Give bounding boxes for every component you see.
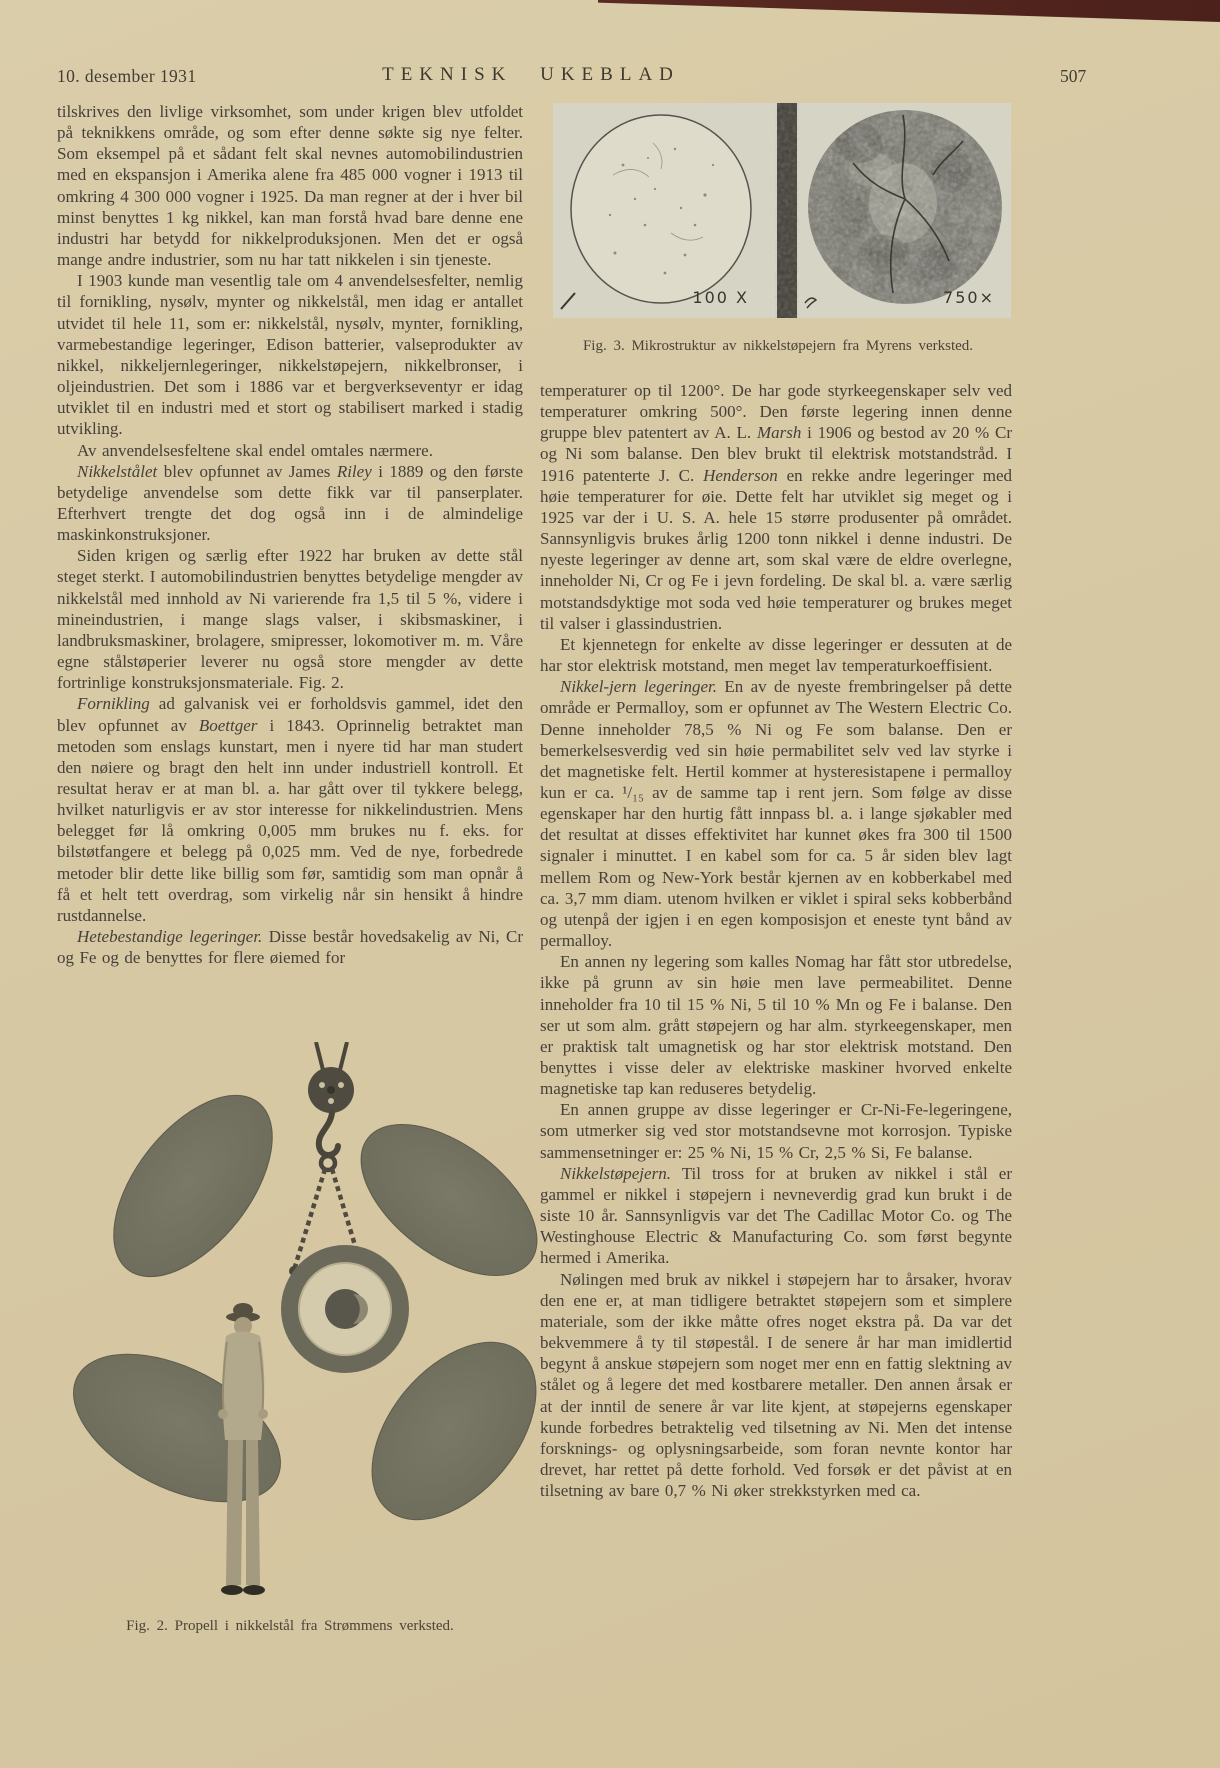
paragraph: Siden krigen og særlig efter 1922 har bruken av dette stål steget sterkt. I automobilindustrien benyttes betydelige mengder av nikkelstål med innhold av Ni varierende fra 1,5 til 5 %, videre i mineindustrien, i mange slags valser, i skibsmaskiner, i landbruksmaskiner, brolagere, smipresser, lokomotiver m. m. Våre egne stålstøperier leverer nu også store mengder av dette fortrinlige konstruksjonsmateriale. Fig. 2. — [57, 546, 523, 693]
paragraph: temperaturer op til 1200°. De har gode styrkeegenskaper selv ved temperaturer omkring 500°. Den første legering innen denne gruppe blev patentert av A. L. Marsh i 1906 og bestod av 20 % Cr og Ni som balanse. Den blev brukt til elektrisk motstandstråd. I 1916 patenterte J. C. Henderson en rekke andre legeringer med høie temperaturer for øie. Dette felt har utviklet sig meget og i 1925 var der i U. S. A. hele 15 større produsenter på området. Sannsynligvis brukes årlig 1200 tonn nikkel i denne industri. De nyeste legeringer av denne art, som skal være de eldre overlegne, inneholder Ni, Cr og Fe i jevn fordeling. De skal bl. a. være særlig motstandsdyktige mot soda ved høie temperaturer og brukes meget til valser i glassindustrien. — [540, 381, 1012, 633]
left-column — [57, 101, 523, 968]
paragraph: En annen gruppe av disse legeringer er Cr-Ni-Fe-legeringene, som utmerker sig ved stor motstandsevne mot korrosjon. Typiske sammensetninger er: 25 % Ni, 15 % Cr, 2,5 % Si, Fe balanse. — [540, 1100, 1012, 1162]
paragraph: tilskrives den livlige virksomhet, som under krigen blev utfoldet på teknikkens område, og som efter denne søkte sig nye felter. Som eksempel på et sådant felt skal nevnes automobilindustrien med en ekspansjon i Amerika alene fra 485 000 vogner i 1913 til omkring 4 300 000 vogner i 1925. Da man regner at der i hver bil minst benyttes 1 kg nikkel, kan man forstå hvad bare denne ene industri har betydd for nikkelproduksjonen. Men det er også mange andre industrier, som nu har tatt nikkelen i sin tjeneste. — [57, 102, 523, 270]
paragraph: Et kjennetegn for enkelte av disse legeringer er dessuten at de har stor elektrisk motstand, men meget lav temperaturkoeffisient. — [540, 634, 1012, 676]
crane-pulley — [308, 1042, 354, 1113]
paragraph: Nikkel-jern legeringer. En av de nyeste frembringelser på dette område er Permalloy, som er opfunnet av The Western Electric Co. Denne inneholder 78,5 % Ni og Fe som balanse. Den er bemerkelsesverdig ved sin høie permabilitet selv ved lav styrke i det magnetiske felt. Hertil kommer at hysteresistapene i permalloy kun er ca. ¹/₁₅ av de samme tap i rent jern. Som følge av disse egenskaper har den hurtig fått innpass bl. a. i lange sjøkabler med det resultat at disses effektivitet har kunnet økes fra 300 til 1500 signaler i minuttet. I en kabel som for ca. 5 år siden blev lagt mellem Rom og New-York består kjernen av en kobberkabel med ca. 3,7 mm diam. utenom hvilken er viklet i spiral seks kobberbånd og utenpå der igjen i en egen komposisjon et eneste tynt bånd av permalloy. — [540, 677, 1012, 951]
paragraph: I 1903 kunde man vesentlig tale om 4 anvendelsesfelter, nemlig til fornikling, nysølv, mynter og nikkelstål, men idag er antallet utvidet til hele 11, som er: nikkelstål, nysølv, mynter, fornikling, varmebestandige legeringer, Edison batterier, valseprodukter av nikkel, nikkeljernlegeringer, nikkelstøpejern, nikkelbronser, i oljeindustrien. Det som i 1886 var et bergverkseventyr er idag utviklet til en industri med et stort og stabilisert marked i stadig utvikling. — [57, 271, 523, 439]
book-edge-band — [598, 0, 1220, 22]
propeller-hub — [299, 1263, 391, 1355]
paragraph: Nølingen med bruk av nikkel i støpejern har to årsaker, hvorav den ene er, at man tidligere betraktet støpejern som et simplere materiale, som der ikke måtte ofres noget ekstra på. Da var det bekvemmere å ty til støpestål. I de senere år har man imidlertid begynt å anskue støpejern som noget mer enn en fattig slektning av stålet og å legere det med kostbarere metaller. Den annen årsak er at der inntil de senere år var lite kjent, at støpejerns egenskaper kunde forbedres betraktelig ved tilsetning av Ni. Men det intense forsknings- og oplysningsarbeide, som foran nevnte kontor har drevet, har rettet på dette forhold. Ved forsøk er det påvist at en tilsetning av bare 0,7 % Ni øker strekkstyrken med ca. — [540, 1269, 1012, 1501]
paragraph: Fornikling ad galvanisk vei er forholdsvis gammel, idet den blev opfunnet av Boettger i 1843. Oprinnelig betraktet man metoden som enslags kunstart, men i nyere tid har man studert den nøiere og bragt den helt inn under industriell kontroll. Et resultat herav er at man bl. a. har gått over til tykkere belegg, hvilket naturligvis er av stor interesse for nikkelindustrien. Mens belegget før lå omkring 0,005 mm brukes nu f. eks. for bilstøtfangere et belegg på 0,025 mm. Ved de nye, forbedrede metoder blir dette like billig som før, samtidig som man opnår å få et helt tett overdrag, som virkelig når sin hensikt å hindre rustdannelse. — [57, 694, 523, 925]
figure3-micrograph — [553, 103, 1011, 318]
micrograph-divider — [777, 103, 797, 318]
page-number: 507 — [1060, 66, 1087, 86]
right-column — [540, 380, 1012, 1501]
masthead-title: TEKNISK UKEBLAD — [382, 64, 680, 85]
crane-hook-icon — [319, 1113, 338, 1170]
paragraph: Hetebestandige legeringer. Disse består hovedsakelig av Ni, Cr og Fe og de benyttes for flere øiemed for — [57, 927, 523, 968]
magnification-label-right: 750× — [943, 288, 995, 307]
figure2-caption: Fig. 2. Propell i nikkelstål fra Strømmens verksted. — [126, 1618, 454, 1634]
paragraph: Nikkelstålet blev opfunnet av James Riley i 1889 og den første betydelige anvendelse som dette fikk var til panserplater. Efterhvert trengte det dog også inn i de almindelige maskinkonstruksjoner. — [57, 461, 523, 545]
paragraph: En annen ny legering som kalles Nomag har fått stor utbredelse, ikke på grunn av sin høie men lave permeabilitet. Denne inneholder fra 10 til 15 % Ni, 5 til 10 % Mn og Fe i balanse. Den ser ut som alm. grått støpejern og har alm. styrkeegenskaper, men er praktisk talt umagnetisk og har stor elektrisk motstand. Den benyttes i visse deler av elektriske maskiner hvorved enkelte magnetiske tap kan reduseres betydelig. — [540, 952, 1012, 1099]
header-date: 10. desember 1931 — [57, 66, 197, 86]
figure3-caption: Fig. 3. Mikrostruktur av nikkelstøpejern fra Myrens verksted. — [582, 338, 974, 354]
magnification-label-left: 100 X — [692, 288, 749, 307]
paragraph: Av anvendelsesfeltene skal endel omtales nærmere. — [77, 440, 433, 460]
figure2-photo — [60, 1042, 538, 1608]
paragraph: Nikkelstøpejern. Til tross for at bruken av nikkel i stål er gammel er nikkel i støpejern i nevneverdig grad kun brukt i de siste 10 år. Sannsynligvis var det The Cadillac Motor Co. og The Westinghouse Electric & Manufacturing Co. som først begynte hermed i Amerika. — [540, 1163, 1012, 1268]
